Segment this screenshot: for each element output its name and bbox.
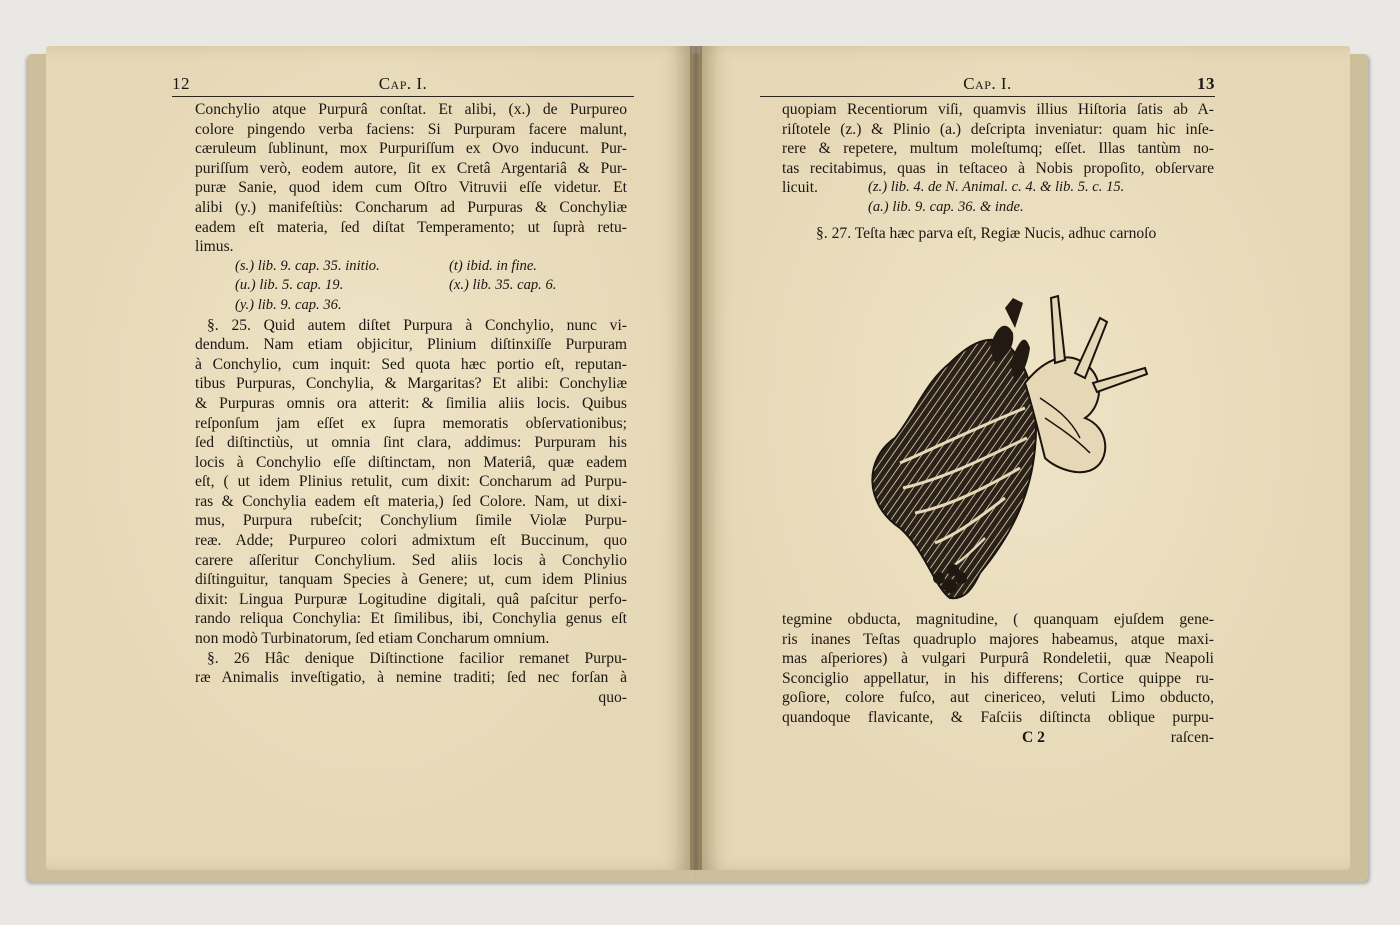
footnote: (s.) lib. 9. cap. 35. initio. — [235, 257, 380, 274]
text-line: eadem eſt materia, ſed diſtat Temperamento; ut ſuprà retu- — [195, 218, 627, 236]
text-line: riſtotele (z.) & Plinio (a.) deſcripta inveniatur: quam hic inſe- — [782, 120, 1214, 138]
left-text-block — [195, 100, 627, 707]
footnote: (t) ibid. in fine. — [449, 257, 537, 274]
text-line: ris inanes Teſtas quadruplo majores habeamus, atque maxi- — [782, 630, 1214, 648]
text-line: non modò Turbinatorum, ſed etiam Concharum omnium. — [195, 630, 550, 648]
footnote-row — [782, 198, 1214, 218]
text-line: ras & Conchylia eadem eſt materia,) ſed Colore. Nam, ut dixi- — [195, 492, 627, 510]
text-line: mus, Purpura rubeſcit; Conchylium ſimile Violæ Purpu- — [195, 512, 627, 530]
left-running-head — [172, 74, 634, 97]
text-line: §. 26 Hâc denique Diſtinctione facilior remanet Purpu- — [207, 649, 627, 667]
text-line: limus. — [195, 238, 234, 256]
text-line: cæruleum ſublinunt, mox Purpuriſſum ex Ovo inducunt. Pur- — [195, 140, 627, 158]
text-line: rere & repetere, multum moleſtumq; eſſet. Illas tantùm no- — [782, 140, 1214, 158]
left-chapter-heading: Cap. I. — [378, 74, 428, 93]
text-line: diſtinguitur, tanquam Species à Genere; ut, cum idem Plinius — [195, 571, 627, 589]
text-line: §. 27. Teſta hæc parva eſt, Regiæ Nucis, adhuc carnoſo — [816, 224, 1157, 242]
text-line: licuit. — [782, 179, 818, 197]
text-line: tibus Purpuras, Conchylia, & Margaritas? Et alibi: Conchyliæ — [195, 375, 627, 393]
text-line: reæ. Adde; Purpureo colori admixtum eſt Buccinum, quo — [195, 532, 627, 550]
text-line: alibi (y.) manifeſtiùs: Concharum ad Purpuras & Conchyliæ — [195, 198, 627, 216]
footnote-row — [195, 276, 627, 296]
text-line: à Conchylio, cum inquit: Sed quota hæc portio eſt, reputan- — [195, 355, 627, 373]
text-line: Sconciglio appellatur, in his differens; Cortice quippe ru- — [782, 669, 1214, 687]
footnote: (y.) lib. 9. cap. 36. — [235, 296, 342, 313]
right-lower-text-block — [782, 610, 1214, 747]
text-line: dixit: Lingua Purpuræ Logitudine digitali, quâ paſcitur perfo- — [195, 590, 627, 608]
text-line: rando reliqua Conchylia: Et ſimilibus, ibi, Conchylia genus eſt — [195, 610, 627, 628]
text-line: puræ Sanie, quod idem cum Oſtro Vitruvii eſſe videtur. Et — [195, 179, 627, 197]
footnote-row — [195, 296, 627, 316]
catchword: raſcen- — [1170, 728, 1214, 746]
footnote: (u.) lib. 5. cap. 19. — [235, 277, 344, 294]
right-page-number: 13 — [1197, 74, 1215, 93]
text-line: quopiam Recentiorum viſi, quamvis illius Hiſtoria ſatis ab A- — [782, 101, 1214, 118]
footnote: (x.) lib. 35. cap. 6. — [449, 277, 557, 294]
text-line: goſiore, colore fuſco, aut cinericeo, veluti Limo obducto, — [782, 689, 1214, 707]
footnote: (a.) lib. 9. cap. 36. & inde. — [868, 198, 1024, 215]
murex-shell-woodcut — [855, 288, 1155, 606]
text-line: tas recitabimus, quas in teſtaceo à Nobis propoſito, obſervare — [782, 159, 1214, 177]
text-line: mas aſperiores) à vulgari Purpurâ Rondeletii, quæ Neapoli — [782, 650, 1214, 668]
text-line: tegmine obducta, magnitudine, ( quanquam ejuſdem gene- — [782, 611, 1214, 628]
text-line: reſponſum jam eſſet ex ſupra memoratis obſervationibus; — [195, 414, 627, 432]
text-line: Conchylio atque Purpurâ conſtat. Et alibi, (x.) de Purpureo — [195, 101, 627, 118]
text-line: eſt, ( ut idem Plinius retulit, cum dixit: Concharum ad Purpu- — [195, 473, 627, 491]
footnote-row — [782, 178, 1214, 198]
catchword: quo- — [598, 688, 627, 706]
text-line: puriſſum verò, eodem autore, ſit ex Cretâ Argentariâ & Pur- — [195, 159, 627, 177]
text-line: quandoque flavicante, & Faſciis diſtincta oblique purpu- — [782, 708, 1214, 726]
text-line: colore pingendo verba faciens: Si Purpuram facere malunt, — [195, 120, 627, 138]
footnote: (z.) lib. 4. de N. Animal. c. 4. & lib. 5. c. 15. — [868, 179, 1125, 196]
signature-mark: C 2 — [1022, 728, 1045, 746]
footnote-row — [195, 257, 627, 277]
text-line: carere aſſeritur Conchylium. Sed aliis locis à Conchylio — [195, 551, 627, 569]
text-line: dendum. Nam etiam objicitur, Plinium diſtinxiſſe Purpuram — [195, 336, 627, 354]
text-line: ræ Animalis inveſtigatio, à nemine traditi; ſed nec forſan à — [195, 669, 627, 687]
right-chapter-heading: Cap. I. — [963, 74, 1012, 93]
text-line: & Purpuras omnis ora atterit: & ſimilia aliis locis. Quibus — [195, 394, 627, 412]
text-line: §. 25. Quid autem diſtet Purpura à Conchylio, nunc vi- — [207, 316, 627, 334]
text-line: ſed diſtinctiùs, ut omnia ſint clara, addimus: Purpuram his — [195, 434, 627, 452]
right-text-block — [782, 100, 1214, 243]
right-running-head — [760, 74, 1215, 97]
signature-row — [782, 728, 1214, 748]
left-page-number: 12 — [172, 74, 190, 93]
text-line: locis à Conchylio eſſe diſtinctam, non Materiâ, quæ eadem — [195, 453, 627, 471]
book-gutter — [690, 46, 702, 870]
